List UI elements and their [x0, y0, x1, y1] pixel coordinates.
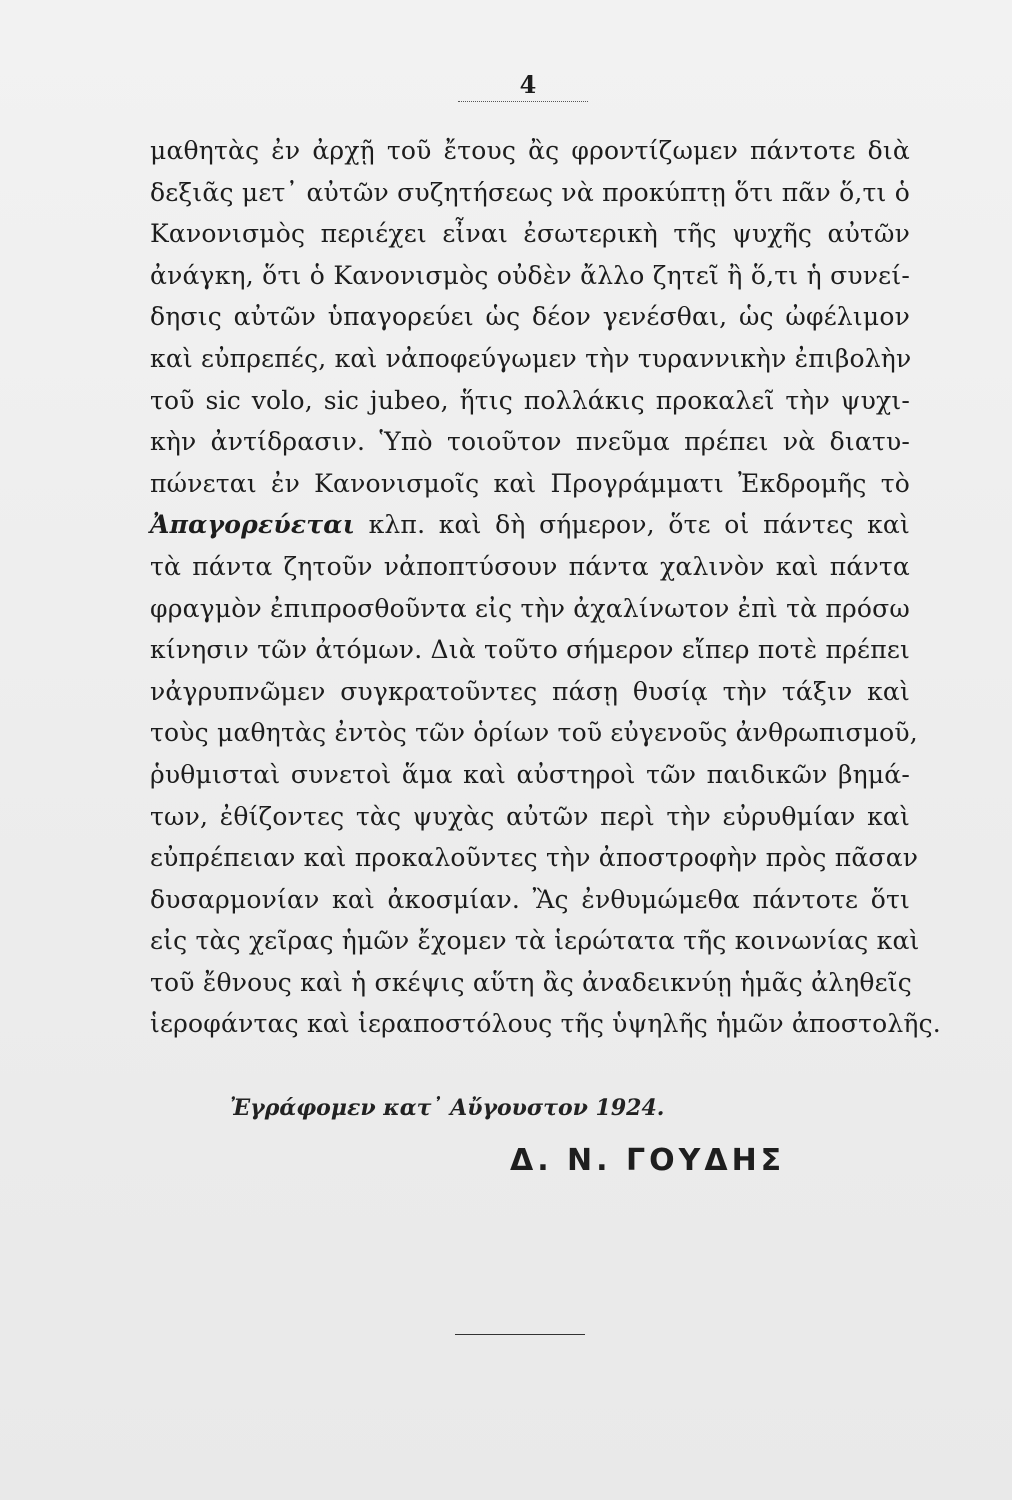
page-number: 4	[519, 70, 537, 99]
text-line: πώνεται ἐν Κανονισμοῖς καὶ Προγράμματι Ἐκδρομῆς τὸ	[150, 468, 910, 498]
text-line: των, ἐθίζοντες τὰς ψυχὰς αὐτῶν περὶ τὴν εὐρυθμίαν καὶ	[150, 801, 910, 831]
text-line: τὰ πάντα ζητοῦν νἀποπτύσουν πάντα χαλινὸν καὶ πάντα	[150, 551, 910, 581]
text-line: δησις αὐτῶν ὑπαγορεύει ὡς δέον γενέσθαι, ὡς ὠφέλιμον	[150, 302, 910, 332]
text-line: τοὺς μαθητὰς ἐντὸς τῶν ὁρίων τοῦ εὐγενοῦς ἀνθρωπισμοῦ,	[150, 718, 918, 748]
end-rule	[455, 1334, 585, 1335]
author-signature: Δ. Ν. ΓΟΥΔΗΣ	[510, 1143, 786, 1178]
text-line: εἰς τὰς χεῖρας ἡμῶν ἔχομεν τὰ ἱερώτατα τῆς κοινωνίας καὶ	[150, 926, 920, 956]
text-line: φραγμὸν ἐπιπροσθοῦντα εἰς τὴν ἀχαλίνωτον ἐπὶ τὰ πρόσω	[150, 593, 910, 623]
text-line: νἀγρυπνῶμεν συγκρατοῦντες πάσῃ θυσίᾳ τὴν τάξιν καὶ	[150, 676, 910, 706]
text-line: κὴν ἀντίδρασιν. Ὑπὸ τοιοῦτον πνεῦμα πρέπει νὰ διατυ-	[150, 427, 910, 457]
text-line: τοῦ ἔθνους καὶ ἡ σκέψις αὕτη ἂς ἀναδεικνύῃ ἡμᾶς ἀληθεῖς	[150, 967, 913, 997]
text-line-emphasis	[150, 504, 910, 546]
text-line: δυσαρμονίαν καὶ ἀκοσμίαν. Ἂς ἐνθυμώμεθα πάντοτε ὅτι	[150, 884, 910, 914]
page-number-rule	[458, 101, 588, 102]
text-line: ἀνάγκη, ὅτι ὁ Κανονισμὸς οὐδὲν ἄλλο ζητεῖ ἢ ὅ,τι ἡ συνεί-	[150, 260, 910, 290]
body-text	[150, 130, 941, 1045]
text-line: καὶ εὐπρεπές, καὶ νἀποφεύγωμεν τὴν τυραννικὴν ἐπιβολὴν	[150, 343, 912, 373]
text-line: τοῦ sic volo, sic jubeo, ἥτις πολλάκις προκαλεῖ τὴν ψυχι-	[150, 385, 910, 415]
text-line: δεξιᾶς μετ᾽ αὐτῶν συζητήσεως νὰ προκύπτῃ ὅτι πᾶν ὅ,τι ὁ	[150, 177, 910, 207]
text-line: ῥυθμισταὶ συνετοὶ ἅμα καὶ αὐστηροὶ τῶν παιδικῶν βημά-	[150, 759, 910, 789]
text-line-rest: κλπ. καὶ δὴ σήμερον, ὅτε οἱ πάντες καὶ	[355, 510, 910, 540]
emphasized-word: Ἀπαγορεύεται	[150, 510, 356, 540]
text-line: κίνησιν τῶν ἀτόμων. Διὰ τοῦτο σήμερον εἴπερ ποτὲ πρέπει	[150, 635, 910, 665]
text-line: μαθητὰς ἐν ἀρχῇ τοῦ ἔτους ἂς φροντίζωμεν πάντοτε διὰ	[150, 136, 910, 165]
text-line: Κανονισμὸς περιέχει εἶναι ἐσωτερικὴ τῆς ψυχῆς αὐτῶν	[150, 219, 910, 249]
text-line-last: ἱεροφάντας καὶ ἱεραποστόλους τῆς ὑψηλῆς ἡμῶν ἀποστολῆς.	[150, 1009, 941, 1039]
text-line: εὐπρέπειαν καὶ προκαλοῦντες τὴν ἀποστροφὴν πρὸς πᾶσαν	[150, 843, 919, 873]
dateline: Ἐγράφομεν κατ᾽ Αὔγουστον 1924.	[230, 1095, 665, 1121]
